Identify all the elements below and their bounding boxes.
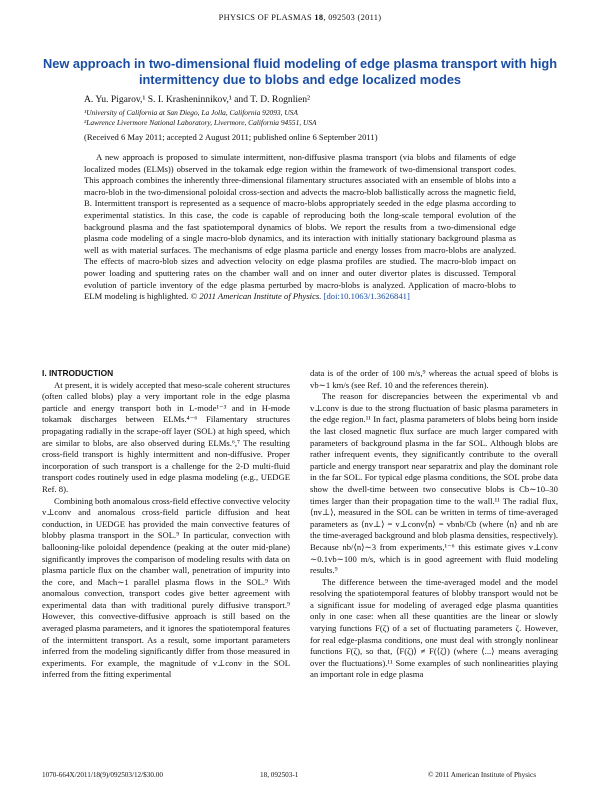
authors: A. Yu. Pigarov,¹ S. I. Krasheninnikov,¹ and T. D. Rognlien² [84, 94, 310, 105]
footer-copyright: © 2011 American Institute of Physics [428, 771, 537, 779]
section-heading: I. INTRODUCTION [42, 368, 114, 378]
paragraph: The difference between the time-averaged model and the model resolving the spatiotemporal features of blobby transport would not be a significant issue for modeling of averaged edge plasma quantities only in one case: when all these quantities are the linear or slowly varying functions F(ζ) of a set of fluctuating parameters ζ. However, for real edge-plasma conditions, one must deal with strongly nonlinear functions F(ζ), so that, ⟨F(ζ)⟩ ≠ F(⟨ζ⟩) (where ⟨...⟩ means averaging over the fluctuations).¹¹ Some examples of such nonlinearities playing an important role in edge plasma [310, 576, 558, 680]
paragraph: Combining both anomalous cross-field effective convective velocity v⊥conv and anomalous cross-field particle diffusion and heat conduction, in UEDGE has provided the main convective features of blobby plasma transport in the SOL.⁹ In particular, convection with ballooning-like poloidal dependence (peaking at the outer mid-plane) significantly improves the comparison of modeling results with data on plasma particle flux on the chamber wall, penetration of impurity into the core, and Mach∼1 parallel plasma flows in the SOL.⁹ With anomalous convection, transport codes give better agreement with experimental data than with traditional purely diffusive transport.⁹ However, this convective-diffusive approach is still based on the averaged plasma parameters, and it ignores the spatiotemporal features of the intermittent transport. As a result, some important parameters inferred from the modeling significantly differ from those measured in experiments. For example, the magnitude of v⊥conv in the SOL inferred from the fitting experimental [42, 495, 291, 680]
affiliation-1: ¹University of California at San Diego, La Jolla, California 92093, USA [84, 108, 298, 117]
abstract [84, 152, 516, 303]
article-number: , 092503 (2011) [323, 13, 382, 22]
abstract-text: A new approach is proposed to simulate intermittent, non-diffusive plasma transport (via blobs and filaments of edge localized modes (ELMs)) observed in the tokamak edge region within the framework of two-dimensional transport codes. This approach combines the inherently three-dimensional filamentary structures associated with an ensemble of blobs into a macro-blob in the two-dimensional poloidal cross-section and advects the macro-blob ballistically across the magnetic field, B. Intermittent transport is represented as a sequence of macro-blobs appropriately seeded in the edge plasma according to experimental statistics. In this case, the code is capable of reproducing both the long-scale temporal evolution of the background plasma and the fast spatiotemporal dynamics of blobs. We report the results from a two-dimensional edge plasma code modeling of a single macro-blob dynamics, and its interaction with initially stationary background plasma as well as with material surfaces. The mechanisms of edge plasma particle and energy losses from macro-blobs are analyzed. The effects of macro-blob sizes and advection velocity on edge plasma profiles are studied. The macro-blob impact on power loading and sputtering rates on the chamber wall and on inner and outer divertor plates is discussed. Temporal evolution of particle inventory of the edge plasma perturbed by macro-blobs is analyzed. Application of macro-blobs to ELM modeling is highlighted. [84, 152, 516, 302]
paragraph: At present, it is widely accepted that meso-scale coherent structures (often called blobs) play a very important role in the edge plasma particle and energy transport both in L-mode¹⁻³ and in H-mode tokamak discharges between ELMs.⁴⁻⁶ Filamentary structures propagating radially in the scrape-off layer (SOL) at high speed, which are similar to blobs, are also observed during ELMs.⁶,⁷ The resulting cross-field transport is highly intermittent and non-diffusive. Proper incorporation of such transport is a challenge for the 2-D multi-fluid transport codes routinely used in edge plasma modeling (e.g., UEDGE Ref. 8). [42, 379, 290, 494]
paragraph: The reason for discrepancies between the experimental vb and v⊥conv is due to the strong fluctuation of basic plasma parameters in the edge region.¹¹ In fact, plasma parameters of blobs being born inside the last closed magnetic flux surface are much larger compared with parameters of background plasma in the far SOL. Although blobs are rather infrequent events, they significantly contribute to the overall particle and energy transport near separatrix and play the dominant role in the far SOL. For typical edge plasma conditions, the SOL probe data show the dwell-time between two consecutive blobs is Cb∼10–30 times larger than their propagation time to the wall.¹¹ The radial flux, ⟨nv⊥⟩, measured in the SOL can be written in terms of time-averaged parameters as ⟨nv⊥⟩ = v⊥conv⟨n⟩ = vbnb/Cb (where ⟨n⟩ and nb are the time-averaged background and blob plasma densities, respectively). Because nb/⟨n⟩∼3 from experiments,¹⁻⁶ this estimate gives v⊥conv ∼0.1vb∼100 m/s, which is in good agreement with fluid modeling results.⁹ [310, 391, 558, 576]
running-header [0, 13, 600, 22]
journal-name: PHYSICS OF PLASMAS [218, 13, 313, 22]
footer-page: 18, 092503-1 [260, 771, 299, 779]
doi-link[interactable]: [doi:10.1063/1.3626841] [323, 291, 410, 302]
volume: 18 [314, 13, 324, 22]
paragraph: data is of the order of 100 m/s,⁹ whereas the actual speed of blobs is vb∼1 km/s (see Ref. 10 and the references therein). [310, 368, 558, 390]
paper-title: New approach in two-dimensional fluid modeling of edge plasma transport with high intermittency due to blobs and edge localized modes [42, 56, 558, 87]
copyright-line: © 2011 American Institute of Physics. [190, 291, 322, 302]
footer-issn: 1070-664X/2011/18(9)/092503/12/$30.00 [42, 771, 163, 779]
affiliation-2: ²Lawrence Livermore National Laboratory, Livermore, California 94551, USA [84, 118, 317, 127]
left-column [42, 368, 290, 681]
right-column [310, 368, 558, 681]
publication-dates: (Received 6 May 2011; accepted 2 August 2011; published online 6 September 2011) [84, 132, 378, 142]
